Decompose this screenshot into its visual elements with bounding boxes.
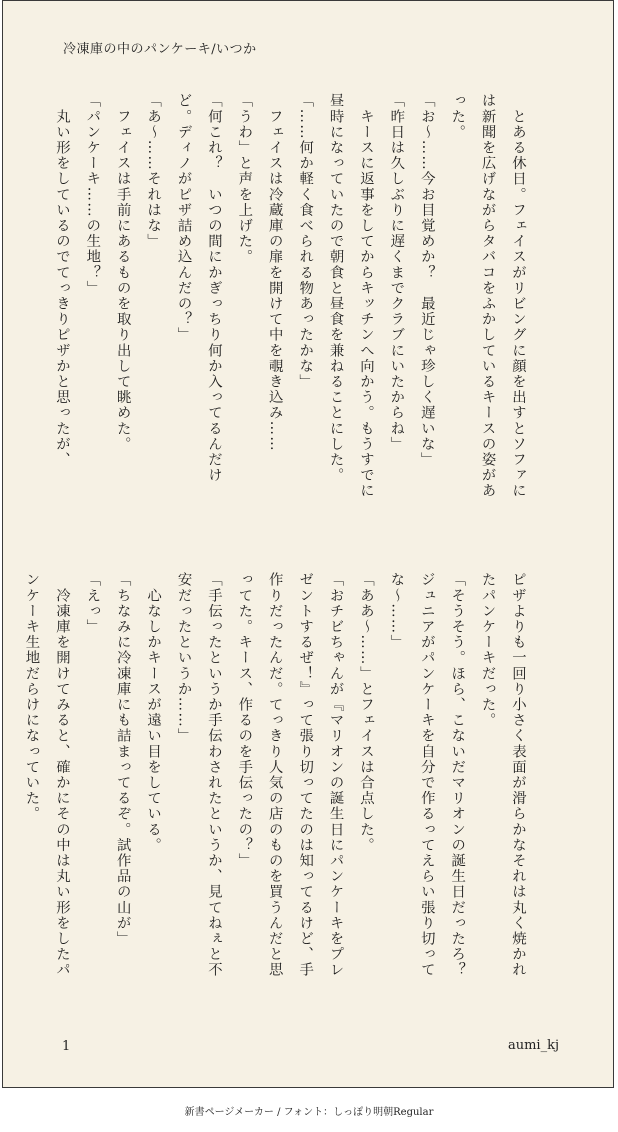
paragraph: 「ちなみに冷凍庫にも詰まってるぞ。試作品の山が」 xyxy=(114,572,131,947)
page-title: 冷凍庫の中のパンケーキ/いつか xyxy=(63,42,257,57)
footer-credit: 新書ページメーカー / フォント：しっぽり明朝Regular xyxy=(184,1107,434,1118)
text-block-bottom xyxy=(23,572,533,994)
paragraph: 「昨日は久しぶりに遅くまでクラブにいたからね」 xyxy=(388,93,405,452)
paragraph: キースに返事をしてからキッチンへ向かう。もうすでに昼時になっていたので朝食と昼食を兼ねることにした。 xyxy=(327,93,374,499)
paragraph: 「手伝ったというか手伝わされたというか、見てねぇと不安だったというか……」 xyxy=(175,572,222,978)
page xyxy=(2,0,614,1088)
paragraph: とある休日。フェイスがリビングに顔を出すとソファには新聞を広げながらタバコをふかしているキースの姿があった。 xyxy=(449,93,526,499)
paragraph: 丸い形をしているのでてっきりピザかと思ったが、 xyxy=(53,93,70,468)
paragraph: 「うわ」と声を上げた。 xyxy=(236,93,253,265)
paragraph: 「そうそう。ほら、こないだマリオンの誕生日だったろ？ ジュニアがパンケーキを自分で作るってえらい張り切ってな～……」 xyxy=(388,572,466,994)
paragraph: 「何これ？ いつの間にかぎっちり何か入ってるんだけど。ディノがピザ詰め込んだの？」 xyxy=(175,93,222,483)
paragraph: 「おチビちゃんが『マリオンの誕生日にパンケーキをプレゼントするぜ！』って張り切ってたのは知ってるけど、手作りだったんだ。てっきり人気の店のものを買うんだと思ってた。キース、作るのを手伝ったの？」 xyxy=(236,572,344,978)
paragraph: 「えっ」 xyxy=(84,572,101,635)
page-number: 1 xyxy=(62,1039,71,1054)
paragraph: 心なしかキースが遠い目をしている。 xyxy=(145,572,162,853)
author-name: aumi_kj xyxy=(507,1038,559,1053)
paragraph: フェイスは手前にあるものを取り出して眺めた。 xyxy=(114,93,131,452)
paragraph: 「パンケーキ……の生地？」 xyxy=(84,93,101,296)
paragraph: 冷凍庫を開けてみると、確かにその中は丸い形をしたパンケーキ生地だらけになっていた。 xyxy=(23,572,70,978)
paragraph: 「お～……今お目覚めか？ 最近じゃ珍しく遅いな」 xyxy=(418,93,435,468)
text-block-top xyxy=(53,93,533,513)
paragraph: 「……何か軽く食べられる物あったかな」 xyxy=(297,93,314,390)
paragraph: フェイスは冷蔵庫の扉を開けて中を覗き込み…… xyxy=(266,93,283,452)
paragraph: ピザよりも一回り小さく表面が滑らかなそれは丸く焼かれたパンケーキだった。 xyxy=(479,572,526,978)
paragraph: 「あ～……それはな」 xyxy=(145,93,162,249)
paragraph: 「ああ～……」とフェイスは合点した。 xyxy=(357,572,374,853)
